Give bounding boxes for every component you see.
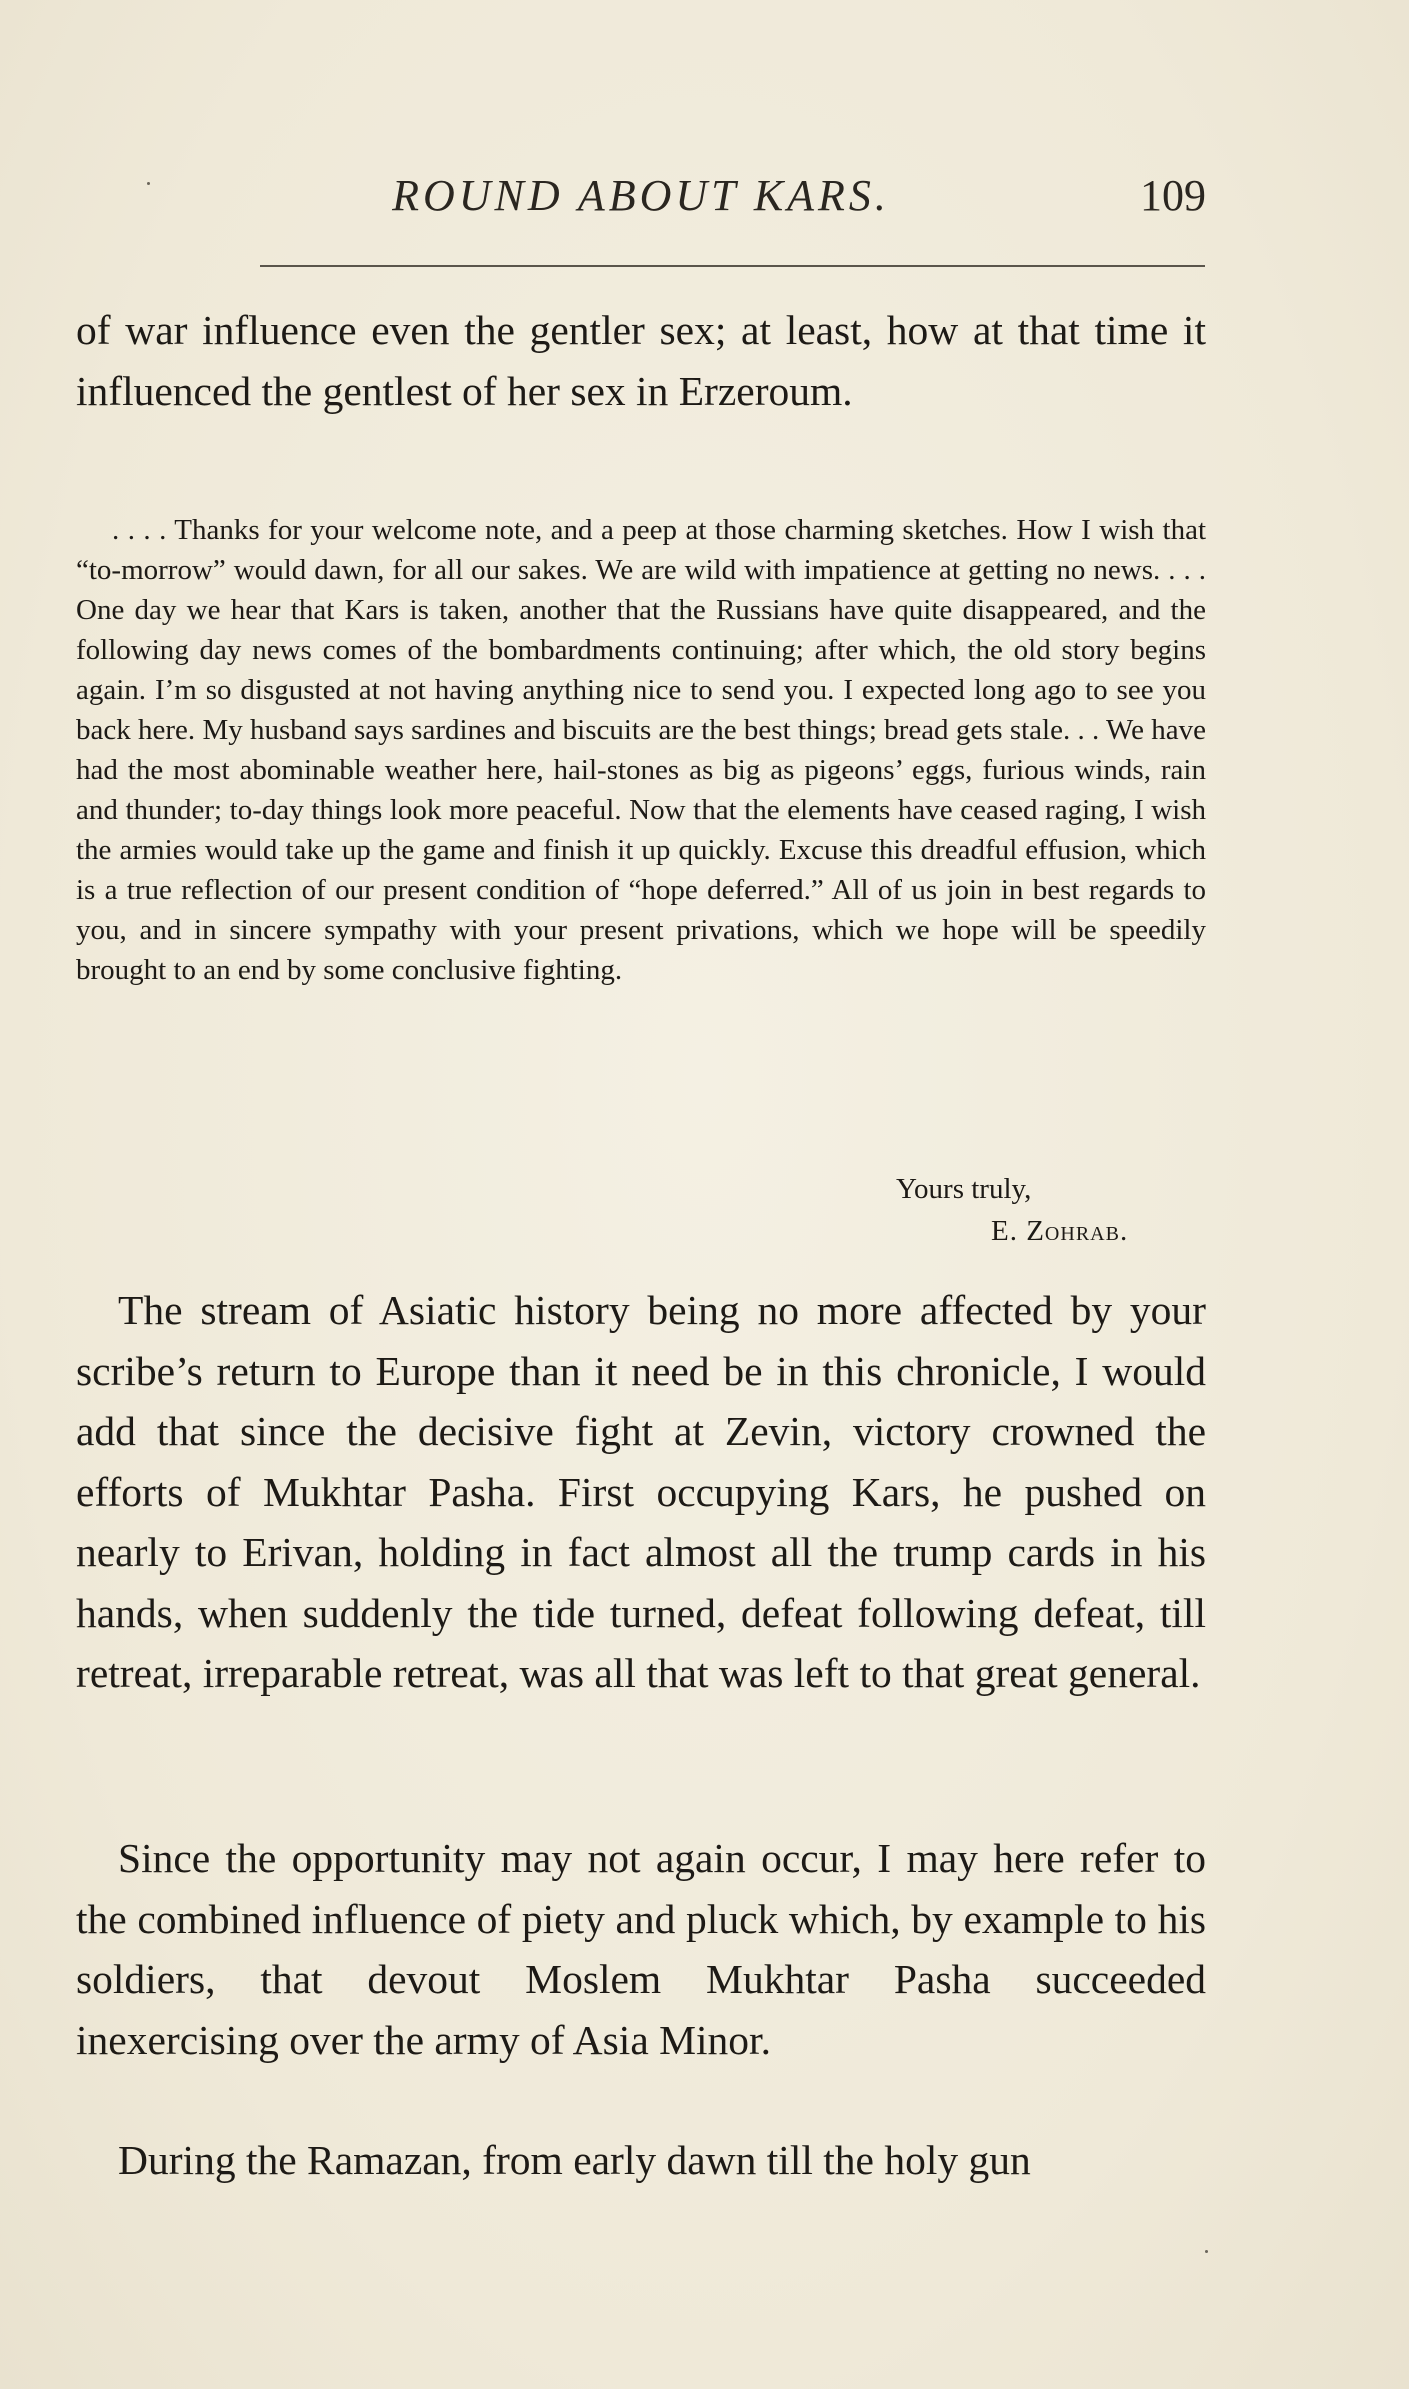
paragraph-text: The stream of Asiatic history being no more affected by your scribe’s return to Europe than it need be in this chronicle, I would add that since the decisive fight at Zevin, victory crowned the efforts of Mukhtar Pasha. First occupying Kars, he pushed on nearly to Erivan, holding in fact almost all the trump cards in his hands, when suddenly the tide turned, defeat following defeat, till retreat, irreparable retreat, was all that was left to that great general. bbox=[76, 1287, 1206, 1696]
letter-signature: E. Zohrab. bbox=[991, 1215, 1129, 1247]
paragraph-text: Since the opportunity may not again occur, I may here refer to the combined influence of piety and pluck which, by example to his soldiers, that devout Moslem Mukhtar Pasha succeeded inexercising over the army of Asia Minor. bbox=[76, 1835, 1206, 2063]
paragraph-text: During the Ramazan, from early dawn till the holy gun bbox=[118, 2137, 1031, 2183]
paragraph bbox=[76, 1280, 1206, 1704]
letter-text: . . . . Thanks for your welcome note, and a peep at those charming sketches. How I wish that “to-morrow” would dawn, for all our sakes. We are wild with impatience at getting no news. . . . One day we hear that Kars is taken, another that the Russians have quite disappeared, and the following day news comes of the bombardments continuing; after which, the old story begins again. I’m so disgusted at not having anything nice to send you. I expected long ago to see you back here. My husband says sardines and biscuits are the best things; bread gets stale. . . We have had the most abominable weather here, hail-stones as big as pigeons’ eggs, furious winds, rain and thunder; to-day things look more peaceful. Now that the elements have ceased raging, I wish the armies would take up the game and finish it up quickly. Excuse this dreadful effusion, which is a true reflection of our present condition of “hope deferred.” All of us join in best regards to you, and in sincere sympathy with your present privations, which we hope will be speedily brought to an end by some conclusive fighting. bbox=[76, 514, 1206, 986]
letter-closing: Yours truly, bbox=[896, 1173, 1032, 1205]
paragraph-continued bbox=[76, 300, 1206, 421]
running-title: ROUND ABOUT KARS. bbox=[392, 171, 890, 220]
quoted-letter bbox=[76, 510, 1206, 990]
paragraph bbox=[76, 2130, 1206, 2191]
letter-signoff bbox=[76, 1168, 1206, 1252]
paragraph-text: of war influence even the gentler sex; at least, how at that time it influenced the gentlest of her sex in Erzeroum. bbox=[76, 307, 1206, 414]
paragraph bbox=[76, 1828, 1206, 2070]
paper-speck bbox=[147, 182, 150, 185]
paper-speck bbox=[1205, 2250, 1208, 2253]
page-header bbox=[76, 170, 1206, 230]
header-rule bbox=[260, 265, 1205, 267]
page-number: 109 bbox=[1140, 171, 1206, 220]
